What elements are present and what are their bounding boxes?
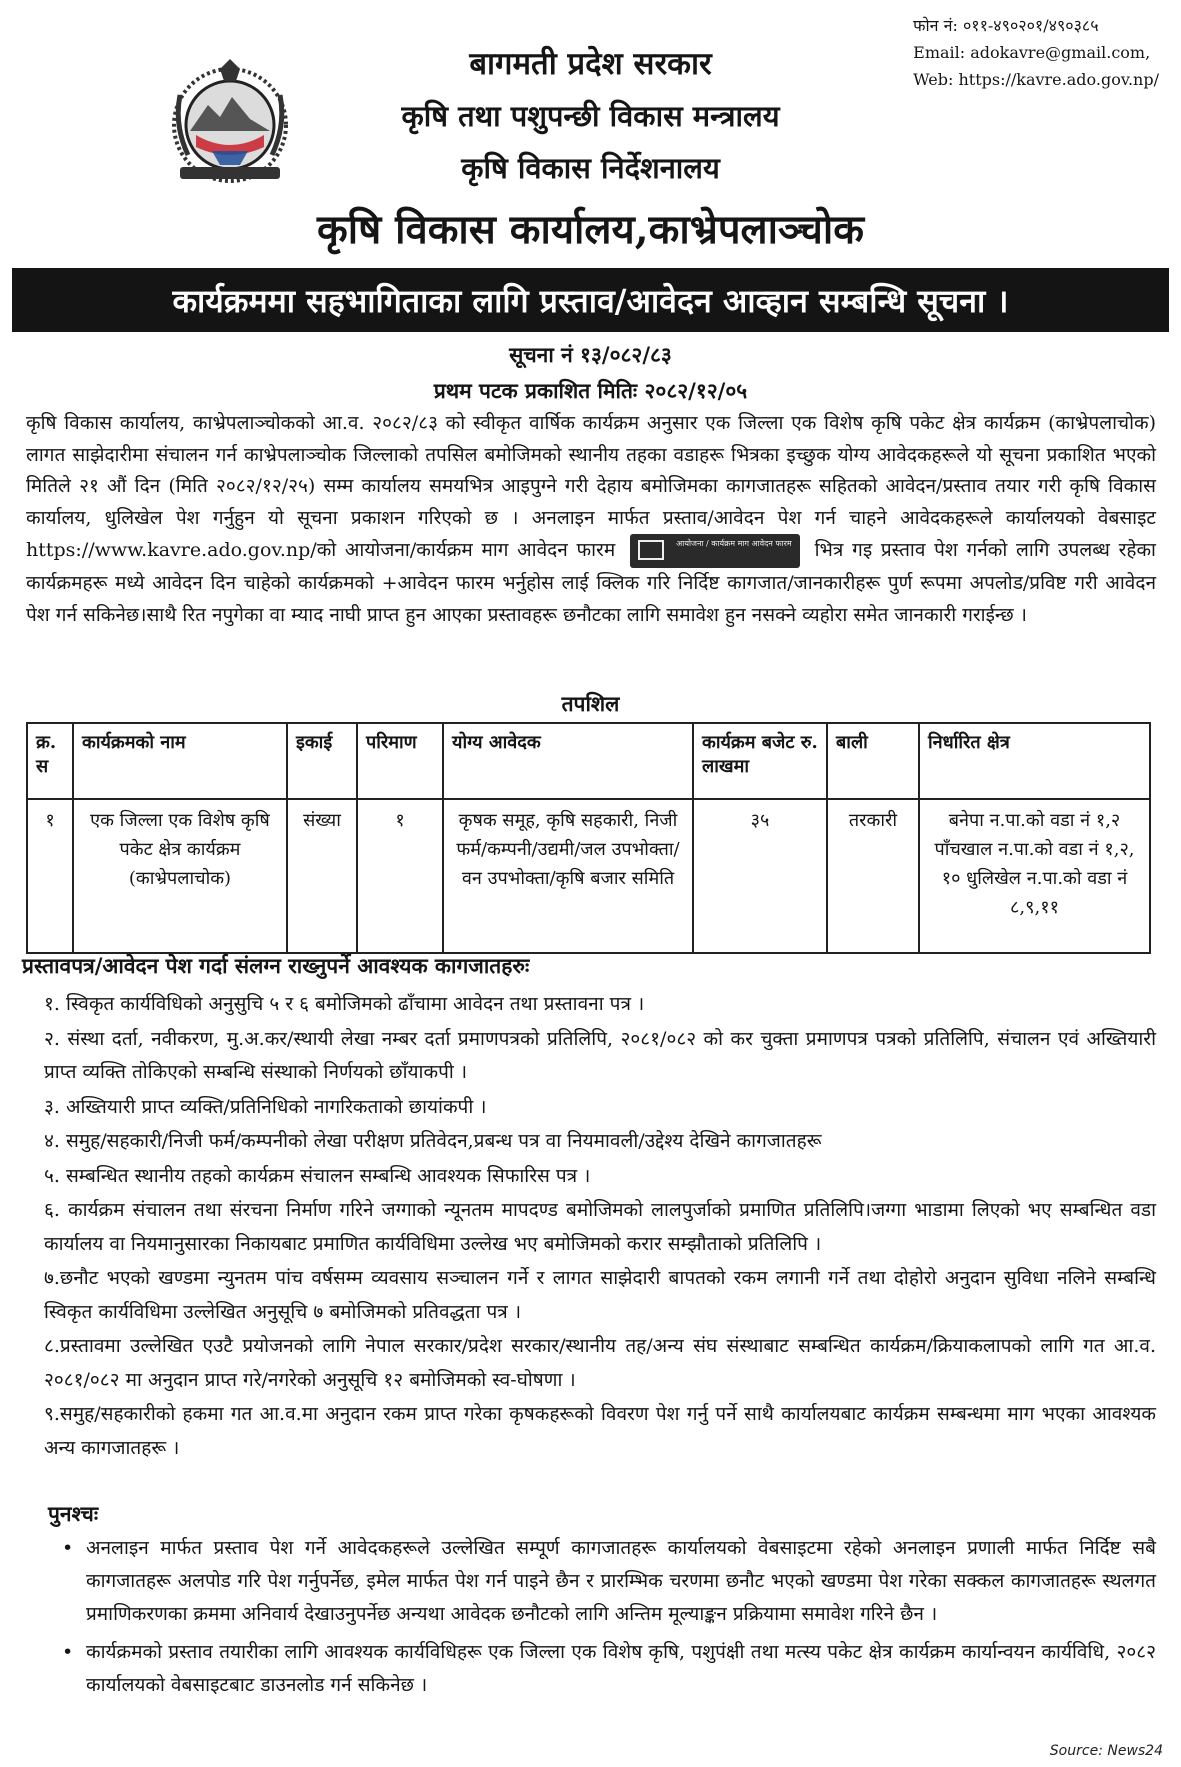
list-item: ९.समुह/सहकारीको हकमा गत आ.व.मा अनुदान रकम प्राप्त गरेका कृषकहरूको विवरण पेश गर्नु पर्ने साथै कार्यालयबाट कार्यक्रम सम्बन्धमा माग भएका आवश्यक अन्य कागजातहरू ।	[44, 1403, 1156, 1459]
list-item: ४. समुह/सहकारी/निजी फर्म/कम्पनीको लेखा परीक्षण प्रतिवेदन,प्रबन्ध पत्र वा नियमावली/उद्देश्य देखिने कागजातहरू	[44, 1130, 822, 1152]
org-line-ministry: कृषि तथा पशुपन्छी विकास मन्त्रालय	[401, 99, 780, 133]
postscript-list	[58, 1532, 1156, 1706]
list-item: ६. कार्यक्रम संचालन तथा संरचना निर्माण गरिने जग्गाको न्यूनतम मापदण्ड बमोजिमको लालपुर्जाको प्रमाणित प्रतिलिपि।जग्गा भाडामा लिएको भए सम्बन्धित वडा कार्यालय वा नियमानुसारका निकायबाट प्रमाणित कार्यविधिमा उल्लेख भए बमोजिमको करार सम्झौताको प्रतिलिपि ।	[44, 1199, 1156, 1255]
contact-email: Email: adokavre@gmail.com,	[913, 43, 1151, 62]
list-item: ५. सम्बन्धित स्थानीय तहको कार्यक्रम संचालन सम्बन्धि आवश्यक सिफारिस पत्र ।	[44, 1164, 591, 1187]
contact-web: Web: https://kavre.ado.gov.np/	[913, 70, 1159, 89]
org-line-directorate: कृषि विकास निर्देशनालय	[461, 151, 720, 185]
table-row	[27, 799, 1150, 953]
list-item: ८.प्रस्तावमा उल्लेखित एउटै प्रयोजनको लागि नेपाल सरकार/प्रदेश सरकार/स्थानीय तह/अन्य संघ संस्थाबाट सम्बन्धित कार्यक्रम/क्रियाकलापको लागि गत आ.व. २०८१/०८२ मा अनुदान प्राप्त गरे/नगरेको अनुसूचि १२ बमोजिमको स्व-घोषणा ।	[44, 1335, 1156, 1391]
body-text-part2: भित्र गइ प्रस्ताव पेश गर्नको लागि उपलब्ध रहेका कार्यक्रमहरू मध्ये आवेदन दिन चाहेको कार्यक्रमको +आवेदन फारम भर्नुहोस लाई क्लिक गरि निर्दिष्ट कागजात/जानकारीहरू पुर्ण रूपमा अपलोड/प्रविष्ट गरी आवेदन पेश गर्न सकिनेछ।साथै रित नपुगेका वा म्याद नाघी प्राप्त हुन आएका प्रस्तावहरू छनौटका लागि समावेश हुन नसक्ने व्यहोरा समेत जानकारी गराईन्छ ।	[26, 539, 1156, 626]
header-sn: क्र. स	[27, 723, 73, 799]
header-program: कार्यक्रमको नाम	[73, 723, 287, 799]
cell-budget: ३५	[693, 799, 827, 953]
list-item: १. स्विकृत कार्यविधिको अनुसुचि ५ र ६ बमोजिमको ढाँचामा आवेदन तथा प्रस्तावना पत्र ।	[44, 993, 645, 1015]
cell-quantity: १	[357, 799, 443, 953]
body-text-part1: कृषि विकास कार्यालय, काभ्रेपलाञ्चोकको आ.व. २०८२/८३ को स्वीकृत वार्षिक कार्यक्रम अनुसार एक जिल्ला एक विशेष कृषि पकेट क्षेत्र कार्यक्रम (काभ्रेपलाचोक) लागत साझेदारीमा संचालन गर्न काभ्रेपलाञ्चोक जिल्लाको तपसिल बमोजिमको स्थानीय तहका वडाहरू भित्रका इच्छुक योग्य आवेदकहरूले यो सूचना प्रकाशित भएको मितिले २१ औं दिन (मिति २०८२/१२/२५) सम्म कार्यालय समयभित्र आइपुग्ने गरी देहाय बमोजिमका कागजातहरू सहितको आवेदन/प्रस्ताव तयार गरी कृषि विकास कार्यालय, धुलिखेल पेश गर्नुहुन यो सूचना प्रकाशन गरिएको छ । अनलाइन मार्फत प्रस्ताव/आवेदन पेश गर्न चाहने आवेदकहरूले कार्यालयको वेबसाइट https://www.kavre.ado.gov.np/को आयोजना/कार्यक्रम माग आवेदन फारम	[26, 412, 1156, 562]
portal-form-button[interactable]	[630, 534, 800, 568]
cell-unit: संख्या	[287, 799, 357, 953]
list-item: ३. अख्तियारी प्राप्त व्यक्ति/प्रतिनिधिको नागरिकताको छायांकपी ।	[44, 1095, 487, 1118]
notice-banner	[12, 268, 1169, 332]
header-crop: बाली	[827, 723, 919, 799]
cell-crop: तरकारी	[827, 799, 919, 953]
banner-title: कार्यक्रममा सहभागिताका लागि प्रस्ताव/आवेदन आव्हान सम्बन्धि सूचना ।	[172, 281, 1009, 320]
list-item: ७.छनौट भएको खण्डमा न्युनतम पांच वर्षसम्म व्यवसाय सञ्चालन गर्ने र लागत साझेदारी बापतको रकम लगानी गर्ने तथा दोहोरो अनुदान सुविधा नलिने सम्बन्धि स्विकृत कार्यविधिमा उल्लेखित अनुसूचि ७ बमोजिमको प्रतिवद्धता पत्र ।	[44, 1267, 1156, 1323]
schedule-title: तपशिल	[561, 691, 620, 716]
schedule-table	[26, 722, 1151, 954]
monitor-icon	[638, 540, 664, 560]
cell-area: बनेपा न.पा.को वडा नं १,२ पाँचखाल न.पा.को वडा नं १,२, १० धुलिखेल न.पा.को वडा नं ८,९,११	[919, 799, 1150, 953]
org-line-office: कृषि विकास कार्यालय,काभ्रेपलाञ्चोक	[316, 206, 865, 253]
cell-program: एक जिल्ला एक विशेष कृषि पकेट क्षेत्र कार्यक्रम (काभ्रेपलाचोक)	[73, 799, 287, 953]
list-item: • अनलाइन मार्फत प्रस्ताव पेश गर्ने आवेदकहरूले उल्लेखित सम्पूर्ण कागजातहरू कार्यालयको वेबसाइटमा रहेको अनलाइन प्रणाली मार्फत निर्दिष्ट सबै कागजातहरू अलपोड गरि पेश गर्नुपर्नेछ, इमेल मार्फत पेश गर्न पाइने छैन र प्रारम्भिक चरणमा छनौट भएको खण्डमा पेश गरेका सक्कल कागजातहरू स्थलगत प्रमाणिकरणका क्रममा अनिवार्य देखाउनुपर्नेछ अन्यथा आवेदक छनौटको लागि अन्तिम मूल्याङ्कन प्रक्रियामा समावेश गरिने छैन ।	[58, 1532, 1156, 1632]
org-line-province: बागमती प्रदेश सरकार	[469, 46, 712, 82]
table-header-row	[27, 723, 1150, 799]
source-credit: Source: News24	[1049, 1743, 1163, 1759]
header-applicant: योग्य आवेदक	[443, 723, 693, 799]
published-date: प्रथम पटक प्रकाशित मितिः २०८२/१२/०५	[433, 378, 748, 403]
requirements-heading: प्रस्तावपत्र/आवेदन पेश गर्दा संलग्न राख्नुपर्ने आवश्यक कागजातहरुः	[22, 953, 530, 978]
header-area: निर्धारित क्षेत्र	[919, 723, 1150, 799]
list-item: • कार्यक्रमको प्रस्ताव तयारीका लागि आवश्यक कार्यविधिहरू एक जिल्ला एक विशेष कृषि, पशुपंक्षी तथा मत्स्य पकेट क्षेत्र कार्यक्रम कार्यान्वयन कार्यविधि, २०८२ कार्यालयको वेबसाइटबाट डाउनलोड गर्न सकिनेछ ।	[58, 1636, 1156, 1702]
cell-applicant: कृषक समूह, कृषि सहकारी, निजी फर्म/कम्पनी/उद्यमी/जल उपभोक्ता/वन उपभोक्ता/कृषि बजार समिति	[443, 799, 693, 953]
cell-sn: १	[27, 799, 73, 953]
notice-number: सूचना नं १३/०८२/८३	[509, 342, 672, 367]
notice-body	[26, 408, 1156, 632]
header-quantity: परिमाण	[357, 723, 443, 799]
postscript-heading: पुनश्चः	[48, 1501, 99, 1526]
header-unit: इकाई	[287, 723, 357, 799]
list-item: २. संस्था दर्ता, नवीकरण, मु.अ.कर/स्थायी लेखा नम्बर दर्ता प्रमाणपत्रको प्रतिलिपि, २०८१/०८२ को कर चुक्ता प्रमाणपत्र पत्रको प्रतिलिपि, संचालन एवं अख्तियारी प्राप्त व्यक्ति तोकिएको सम्बन्धि संस्थाको निर्णयको छाँयाकपी ।	[44, 1027, 1156, 1083]
contact-phone: फोन नं: ०११-४९०२०१/४९०३८५	[913, 16, 1099, 35]
requirements-list	[44, 988, 1156, 1466]
header-budget: कार्यक्रम बजेट रु. लाखमा	[693, 723, 827, 799]
portal-form-button-label: आयोजना / कार्यक्रम माग आवेदन फारम	[676, 539, 792, 549]
